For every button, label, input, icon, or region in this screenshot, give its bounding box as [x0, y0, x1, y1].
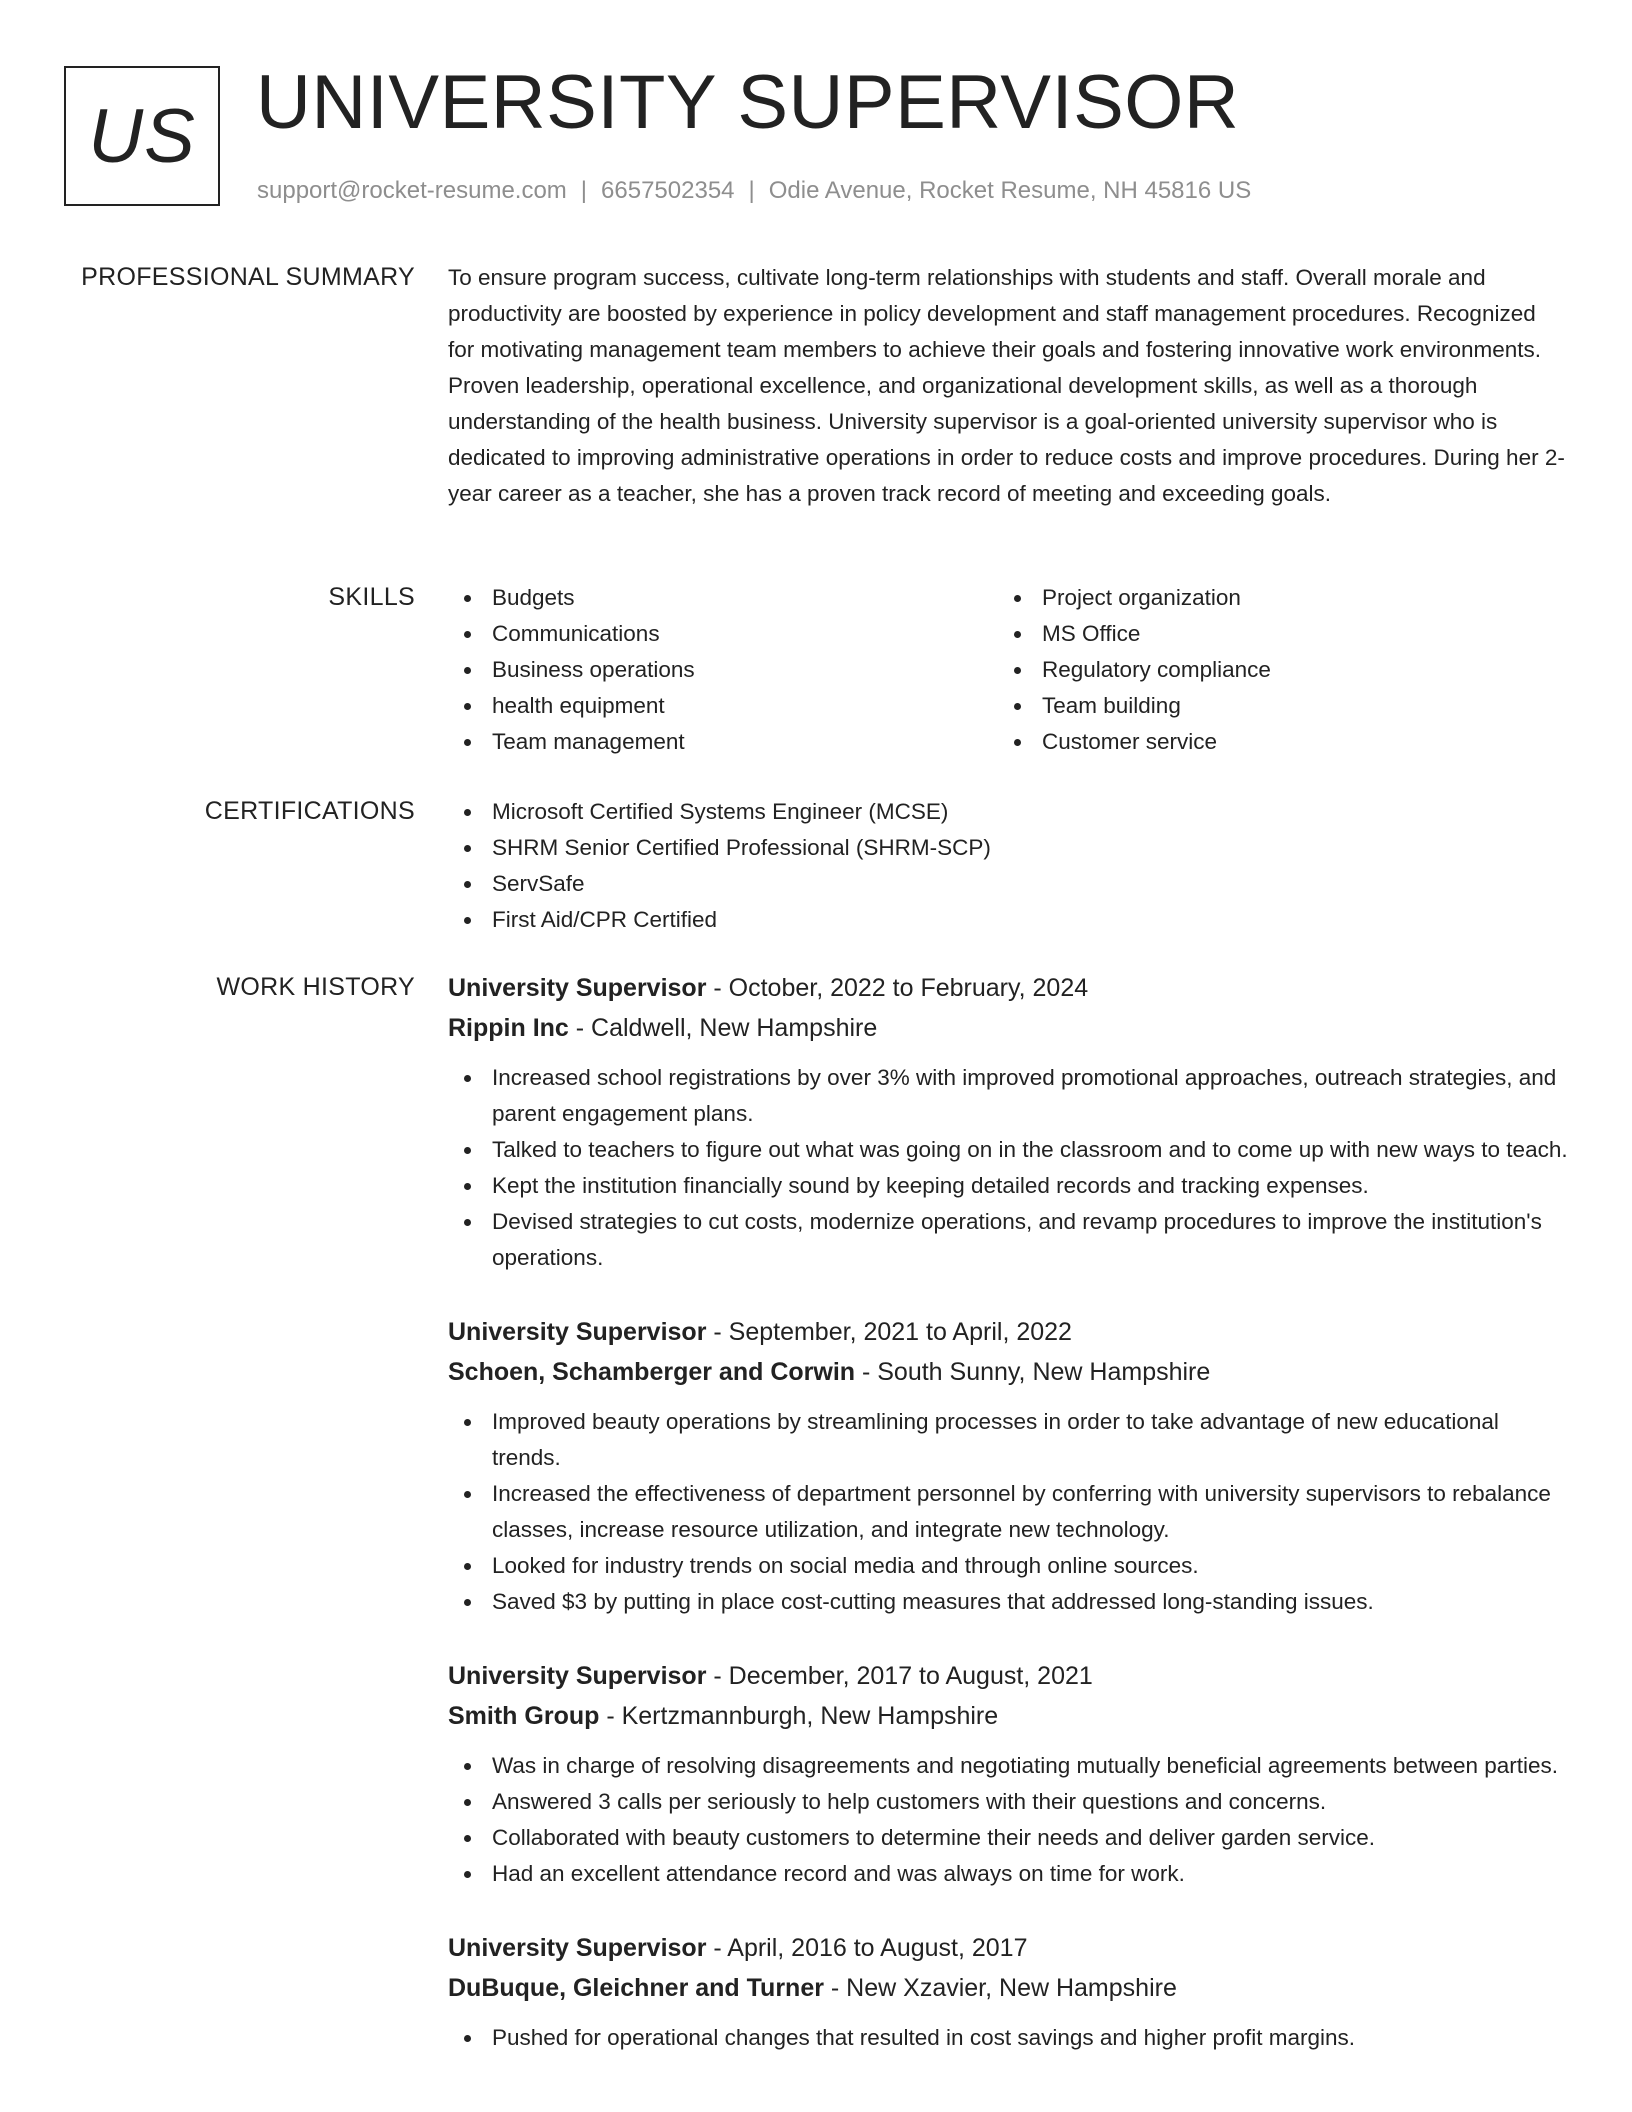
skill-item: Team management	[448, 724, 998, 760]
job-title: University Supervisor	[448, 974, 707, 1002]
candidate-name: UNIVERSITY SUPERVISOR	[256, 60, 1240, 145]
job-entry	[448, 1656, 1568, 1892]
skill-item: Customer service	[998, 724, 1548, 760]
skill-item: Budgets	[448, 580, 998, 616]
job-bullet: Was in charge of resolving disagreements and negotiating mutually beneficial agreements between parties.	[448, 1748, 1568, 1784]
contact-line	[257, 175, 1251, 207]
contact-address: Odie Avenue, Rocket Resume, NH 45816 US	[768, 177, 1252, 204]
job-bullets	[448, 1748, 1568, 1892]
skill-item: Team building	[998, 688, 1548, 724]
job-dates: - September, 2021 to April, 2022	[706, 1318, 1072, 1346]
skills-heading: SKILLS	[328, 583, 415, 611]
job-bullets	[448, 1404, 1568, 1620]
contact-separator: |	[748, 177, 755, 204]
certification-item: SHRM Senior Certified Professional (SHRM-SCP)	[448, 830, 1568, 866]
job-bullets	[448, 1060, 1568, 1276]
job-bullet: Looked for industry trends on social media and through online sources.	[448, 1548, 1568, 1584]
work-history-section	[448, 968, 1568, 2092]
job-bullet: Devised strategies to cut costs, modernize operations, and revamp procedures to improve the institution's operations.	[448, 1204, 1568, 1276]
summary-text: To ensure program success, cultivate long-term relationships with students and staff. Overall morale and productivity are boosted by experience in policy development and staff management procedures. Recognized for motivating management team members to achieve their goals and fostering innovative work environments. Proven leadership, operational excellence, and organizational development skills, as well as a thorough understanding of the health business. University supervisor is a goal-oriented university supervisor who is dedicated to improving administrative operations in order to reduce costs and improve procedures. During her 2-year career as a teacher, she has a proven track record of meeting and exceeding goals.	[448, 265, 1565, 506]
job-bullet: Saved $3 by putting in place cost-cutting measures that addressed long-standing issues.	[448, 1584, 1568, 1620]
job-bullet: Increased the effectiveness of department personnel by conferring with university supervisors to rebalance classes, increase resource utilization, and integrate new technology.	[448, 1476, 1568, 1548]
job-dates: - April, 2016 to August, 2017	[706, 1934, 1028, 1962]
skill-item: Business operations	[448, 652, 998, 688]
skill-item: Communications	[448, 616, 998, 652]
skills-column-left	[448, 580, 998, 760]
job-bullet: Collaborated with beauty customers to determine their needs and deliver garden service.	[448, 1820, 1568, 1856]
job-location: - South Sunny, New Hampshire	[855, 1358, 1211, 1386]
skill-item: MS Office	[998, 616, 1548, 652]
job-title: University Supervisor	[448, 1934, 707, 1962]
certifications-heading: CERTIFICATIONS	[204, 797, 415, 825]
job-bullet: Increased school registrations by over 3% with improved promotional approaches, outreach strategies, and parent engagement plans.	[448, 1060, 1568, 1132]
job-title: University Supervisor	[448, 1318, 707, 1346]
skills-list-left	[448, 580, 998, 760]
job-bullet: Improved beauty operations by streamlining processes in order to take advantage of new educational trends.	[448, 1404, 1568, 1476]
job-company-line	[448, 1968, 1568, 2008]
summary-section	[448, 260, 1568, 512]
skills-list-right	[998, 580, 1548, 760]
certification-item: First Aid/CPR Certified	[448, 902, 1568, 938]
job-entry	[448, 1928, 1568, 2056]
job-bullet: Talked to teachers to figure out what was going on in the classroom and to come up with new ways to teach.	[448, 1132, 1568, 1168]
work-history-heading: WORK HISTORY	[216, 973, 415, 1001]
monogram-badge	[64, 66, 220, 206]
job-entry	[448, 968, 1568, 1276]
certifications-list	[448, 794, 1568, 938]
contact-phone[interactable]: 6657502354	[601, 177, 735, 204]
job-dates: - December, 2017 to August, 2021	[706, 1662, 1093, 1690]
skill-item: Project organization	[998, 580, 1548, 616]
skills-section	[448, 580, 1568, 760]
certifications-section	[448, 794, 1568, 938]
job-location: - Caldwell, New Hampshire	[568, 1014, 878, 1042]
job-company: Smith Group	[448, 1702, 600, 1730]
job-dates: - October, 2022 to February, 2024	[706, 974, 1089, 1002]
job-bullet: Had an excellent attendance record and was always on time for work.	[448, 1856, 1568, 1892]
job-company: Schoen, Schamberger and Corwin	[448, 1358, 856, 1386]
job-bullet: Kept the institution financially sound by keeping detailed records and tracking expenses.	[448, 1168, 1568, 1204]
contact-separator: |	[580, 177, 588, 204]
job-title-line	[448, 1928, 1568, 1968]
certification-item: Microsoft Certified Systems Engineer (MCSE)	[448, 794, 1568, 830]
job-location: - New Xzavier, New Hampshire	[823, 1974, 1177, 2002]
monogram-text: US	[88, 93, 196, 179]
job-bullets	[448, 2020, 1568, 2056]
job-title: University Supervisor	[448, 1662, 707, 1690]
skill-item: Regulatory compliance	[998, 652, 1548, 688]
job-company-line	[448, 1352, 1568, 1392]
job-title-line	[448, 1656, 1568, 1696]
skill-item: health equipment	[448, 688, 998, 724]
job-bullet: Answered 3 calls per seriously to help customers with their questions and concerns.	[448, 1784, 1568, 1820]
summary-heading: PROFESSIONAL SUMMARY	[81, 263, 415, 291]
certification-item: ServSafe	[448, 866, 1568, 902]
contact-email[interactable]: support@rocket-resume.com	[257, 177, 567, 204]
job-entry	[448, 1312, 1568, 1620]
job-title-line	[448, 1312, 1568, 1352]
job-company-line	[448, 1008, 1568, 1048]
job-location: - Kertzmannburgh, New Hampshire	[599, 1702, 999, 1730]
skills-grid	[448, 580, 1568, 760]
job-company-line	[448, 1696, 1568, 1736]
job-company: DuBuque, Gleichner and Turner	[448, 1974, 824, 2002]
skills-column-right	[998, 580, 1548, 760]
job-title-line	[448, 968, 1568, 1008]
job-company: Rippin Inc	[448, 1014, 569, 1042]
job-bullet: Pushed for operational changes that resulted in cost savings and higher profit margins.	[448, 2020, 1568, 2056]
